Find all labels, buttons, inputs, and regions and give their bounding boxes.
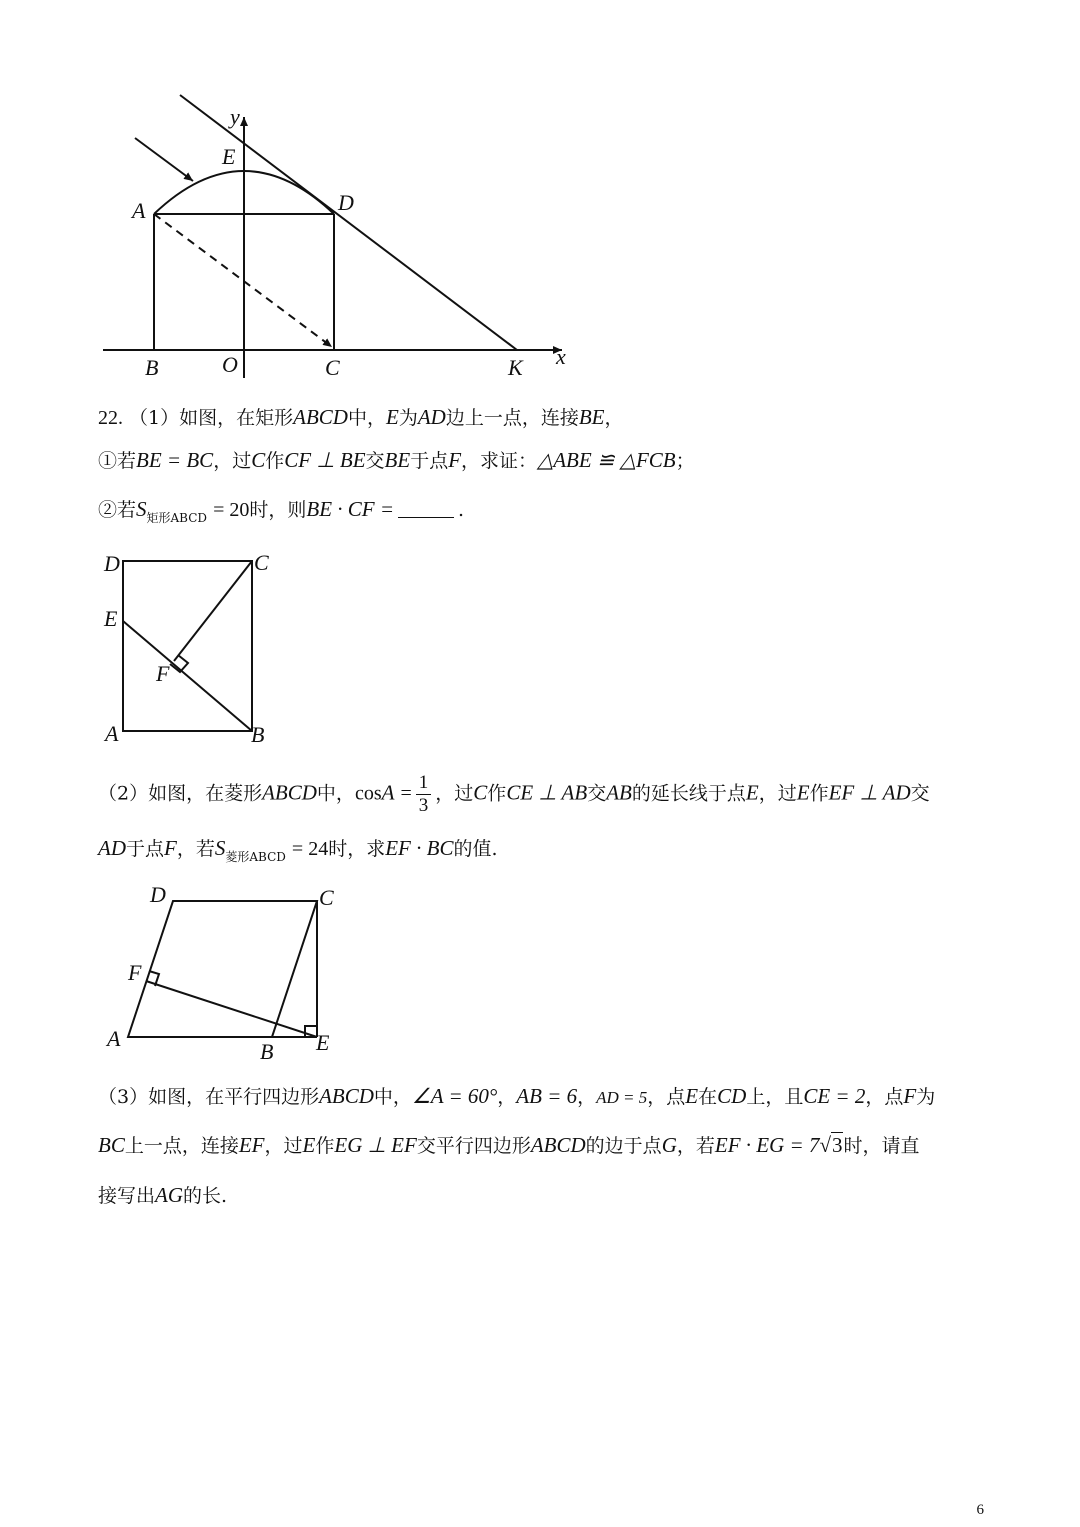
q22-part3-line1: （3）如图，在平行四边形ABCD中，∠A = 60°，AB = 6，AD = 5，点E在CD上，且CE = 2，点F为: [98, 1084, 936, 1108]
figure-rectangle: [0, 540, 320, 760]
ray-arrow: [135, 138, 193, 181]
label-E: E: [316, 1030, 330, 1055]
line-EB: [123, 621, 252, 731]
label-C: C: [319, 885, 334, 910]
label-C: C: [325, 355, 340, 380]
label-A: A: [132, 198, 146, 223]
label-D: D: [338, 190, 354, 215]
answer-blank: [398, 517, 454, 518]
figure-coordinate-diagram: [0, 0, 620, 400]
q22-part1-condition2: ②若$S_{矩形ABCD} = 20$时，则BE · CF = .: [98, 497, 465, 525]
label-y: y: [230, 104, 240, 129]
figure-rhombus: [0, 875, 360, 1065]
sqrt-three: √3: [819, 1133, 843, 1157]
rhombus-ABCD: [128, 901, 317, 1037]
label-D: D: [150, 882, 166, 907]
q22-part2-line2: AD于点F，若$S_{菱形ABCD} = 24$时，求EF · BC的值.: [98, 836, 498, 864]
q22-part3-line3: 接写出AG的长.: [98, 1183, 228, 1207]
line-EF: [146, 981, 317, 1037]
line-CF: [174, 561, 252, 661]
label-F: F: [128, 960, 142, 985]
q22-part1-intro: 22. （1）如图，在矩形ABCD中，E为AD边上一点，连接BE，: [98, 405, 624, 429]
label-A: A: [105, 721, 119, 746]
label-B: B: [145, 355, 159, 380]
label-O: O: [222, 352, 238, 377]
label-E: E: [222, 144, 236, 169]
q22-part3-line2: BC上一点，连接EF，过E作EG ⊥ EF交平行四边形ABCD的边于点G，若EF · EG = 7√3时，请直: [98, 1133, 920, 1157]
label-B: B: [251, 722, 265, 747]
label-D: D: [104, 551, 120, 576]
label-K: K: [508, 355, 523, 380]
fraction-one-third: $\frac{1}{3}$: [416, 772, 432, 817]
q22-part1-condition1: ①若BE = BC，过C作CF ⊥ BE交BE于点F，求证：△ABE ≌ △FCB；: [98, 448, 695, 472]
label-B: B: [260, 1039, 274, 1064]
label-A: A: [107, 1026, 121, 1051]
label-C: C: [254, 550, 269, 575]
label-x: x: [556, 344, 566, 369]
page-number: 6: [976, 1502, 984, 1518]
label-F: F: [156, 661, 170, 686]
line-DK: [180, 95, 517, 350]
label-E: E: [104, 606, 118, 631]
q22-part2-line1: （2）如图，在菱形ABCD中，cosA = $\frac{1}{3}$ ，过C作CE ⊥ AB交AB的延长线于点E，过E作EF ⊥ AD交: [98, 772, 930, 816]
